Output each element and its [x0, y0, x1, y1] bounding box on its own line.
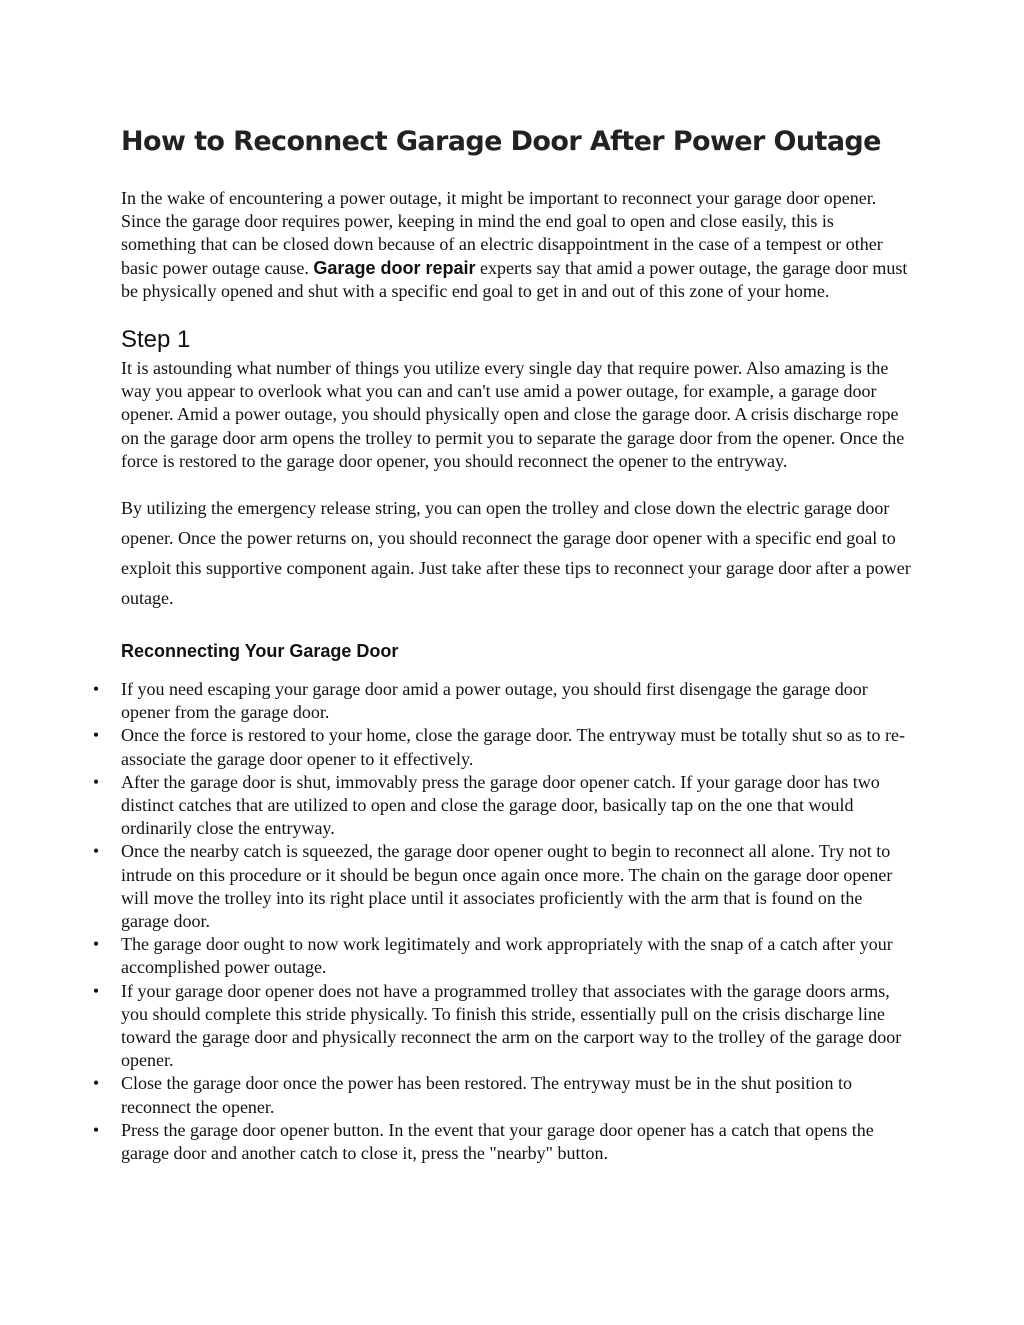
bullet-icon: • [92, 934, 100, 955]
step-1-heading: Step 1 [121, 326, 191, 354]
bullet-icon: • [92, 1073, 100, 1094]
reconnecting-heading: Reconnecting Your Garage Door [121, 641, 399, 662]
list-item-text: Once the force is restored to your home, close the garage door. The entryway must be totally shut so as to re-associate the garage door opener to it effectively. [121, 725, 905, 769]
list-item [92, 1119, 911, 1165]
bullet-icon: • [92, 841, 100, 862]
list-item [92, 678, 911, 724]
step-1-paragraph-1: It is astounding what number of things you utilize every single day that require power. Also amazing is the way you appear to overlook what you can and can't use amid a power outage, for example, a garage door opener. Amid a power outage, you should physically open and close the garage door. A crisis discharge rope on the garage door arm opens the trolley to permit you to separate the garage door from the opener. Once the force is restored to the garage door opener, you should reconnect the opener to the entryway. [121, 358, 905, 471]
bullet-icon: • [92, 1119, 100, 1140]
list-item [92, 840, 911, 933]
list-item-text: Once the nearby catch is squeezed, the garage door opener ought to begin to reconnect all alone. Try not to intrude on this procedure or it should be begun once again once more. The chain on the garage door opener will move the trolley into its right place until it associates proficiently with the arm that is found on the garage door. [121, 841, 893, 932]
bullet-icon: • [92, 771, 100, 792]
bullet-icon: • [92, 725, 100, 746]
intro-text-after-link: experts say that amid a power outage, the garage door must be physically opened and shut with a specific end goal to get in and out of this zone of your home. [121, 257, 908, 301]
page-title: How to Reconnect Garage Door After Power Outage [121, 126, 881, 157]
bullet-icon: • [92, 679, 100, 700]
list-item [92, 771, 911, 841]
garage-door-repair-link[interactable]: Garage door repair [313, 257, 476, 278]
list-item [92, 933, 911, 979]
intro-paragraph [121, 187, 911, 303]
step-1-paragraph-2: By utilizing the emergency release string, you can open the trolley and close down the electric garage door opener. Once the power returns on, you should reconnect the garage door opener with a specific end goal to exploit this supportive component again. Just take after these tips to reconnect your garage door after a power outage. [121, 498, 911, 609]
list-item-text: After the garage door is shut, immovably press the garage door opener catch. If your garage door has two distinct catches that are utilized to open and close the garage door, basically tap on the one that would ordinarily close the entryway. [121, 771, 880, 839]
list-item [92, 1072, 911, 1118]
intro-text-before-link: In the wake of encountering a power outage, it might be important to reconnect your garage door opener. Since the garage door requires power, keeping in mind the end goal to open and close easily, this is something that can be closed down because of an electric disappointment in the case of a tempest or other basic power outage cause. [121, 188, 883, 278]
list-item-text: The garage door ought to now work legitimately and work appropriately with the snap of a catch after your accomplished power outage. [121, 934, 893, 978]
document-page [92, 118, 911, 1165]
list-item-text: Close the garage door once the power has been restored. The entryway must be in the shut position to reconnect the opener. [121, 1073, 852, 1117]
list-item-text: Press the garage door opener button. In the event that your garage door opener has a catch that opens the garage door and another catch to close it, press the "nearby" button. [121, 1119, 874, 1164]
bullet-icon: • [92, 980, 100, 1001]
list-item [92, 724, 911, 770]
reconnect-tips-list [92, 678, 911, 1165]
list-item [92, 980, 911, 1073]
list-item-text: If you need escaping your garage door amid a power outage, you should first disengage the garage door opener from the garage door. [121, 679, 868, 723]
list-item-text: If your garage door opener does not have a programmed trolley that associates with the garage doors arms, you should complete this stride physically. To finish this stride, essentially pull on the crisis discharge line toward the garage door and physically reconnect the arm on the carport way to the trolley of the garage door opener. [121, 980, 902, 1071]
